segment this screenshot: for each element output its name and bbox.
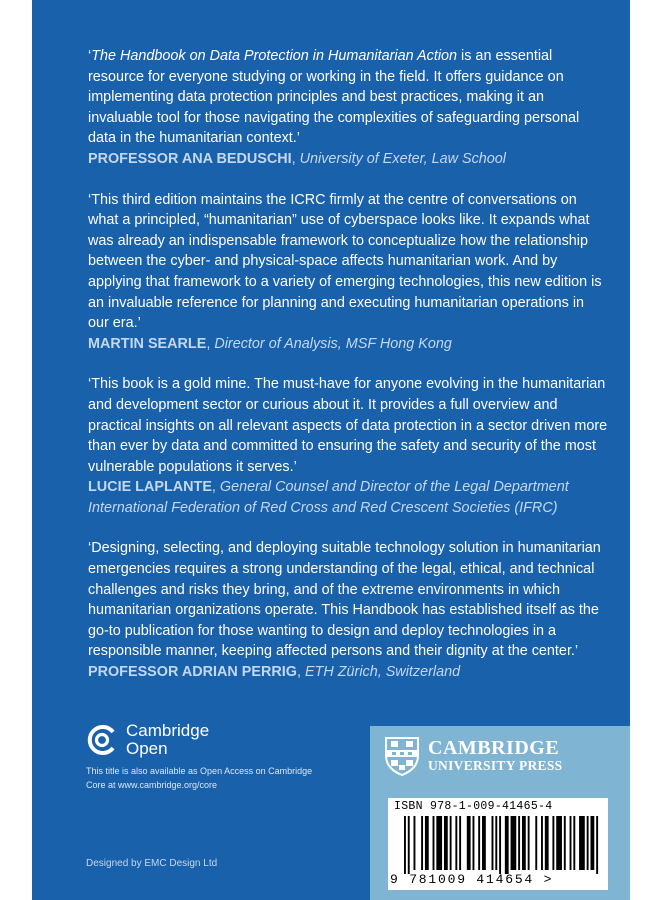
endorser-name: PROFESSOR ADRIAN PERRIG xyxy=(88,664,297,681)
endorser-affiliation: ETH Zürich, Switzerland xyxy=(304,664,461,681)
back-cover xyxy=(32,0,630,900)
isbn-label: ISBN 978-1-009-41465-4 xyxy=(394,800,553,813)
quote-text: ‘This book is a gold mine. The must-have for anyone evolving in the humanitarian and development sector or curious about it. It provides a full overview and practical insights on all relevant aspects of data protection in a sector driven more than ever by data and committed to ensuring the safety and security of the most vulnerable populations it serves.’ xyxy=(88,376,608,475)
barcode-bar xyxy=(408,816,410,874)
barcode-digits: 9 781009 414654 > xyxy=(390,872,554,887)
barcode-bar xyxy=(564,816,566,870)
attribution: LUCIE LAPLANTE, General Counsel and Director of the Legal Department International Federation of Red Cross and Red Crescent Societies (IFRC) xyxy=(88,477,608,518)
endorser-affiliation: University of Exeter, Law School xyxy=(299,150,506,167)
barcode-bar xyxy=(522,816,526,870)
barcode-bar xyxy=(518,816,520,870)
barcode-bar xyxy=(499,816,501,874)
isbn-barcode xyxy=(388,798,608,890)
quote-text: ‘Designing, selecting, and deploying suitable technology solution in humanitarian emergencies requires a strong understanding of the legal, ethical, and technical challenges and risks they bring, and of the extreme environments in which humanitarian organizations operate. This Handbook has established itself as the go-to publication for those wanting to design and deploy technologies in a responsible manner, keeping affected persons and their dignity at the center.’ xyxy=(88,540,601,660)
barcode-bar xyxy=(478,816,480,870)
endorser-name: MARTIN SEARLE xyxy=(88,335,207,352)
endorsement-4 xyxy=(88,538,608,682)
barcode-bar xyxy=(459,816,461,870)
cambridge-university-press-logo xyxy=(384,736,562,776)
barcode-bar xyxy=(467,816,471,870)
barcode-bar xyxy=(541,816,543,870)
book-title: The Handbook on Data Protection in Humanitarian Action xyxy=(91,48,458,64)
endorser-affiliation: Director of Analysis, MSF Hong Kong xyxy=(214,335,452,352)
barcode-bar xyxy=(535,816,537,870)
barcode-bar xyxy=(495,816,497,870)
barcode-bar xyxy=(421,816,423,870)
barcode-bar xyxy=(444,816,448,870)
endorser-name: LUCIE LAPLANTE xyxy=(88,479,212,496)
barcode-bar xyxy=(482,816,486,870)
quote-text: ‘This third edition maintains the ICRC firmly at the centre of conversations on what a principled, “humanitarian” use of cyberspace looks like. It expands what was already an indispensable framework to conceptualize how the relationship between the cyber- and physical-space affects humanitarian work. And by applying that framework to a variety of emerging technologies, this new edition is an invaluable reference for planning and executing humanitarian operations in our era.’ xyxy=(88,191,602,332)
barcode-bar xyxy=(404,816,406,874)
cambridge-open-wordmark: Cambridge Open xyxy=(126,721,210,758)
attribution: PROFESSOR ANA BEDUSCHI, University of Exeter, Law School xyxy=(88,150,506,167)
barcode-bar xyxy=(505,816,509,874)
barcode-bar xyxy=(552,816,554,870)
barcode-bar xyxy=(433,816,435,870)
barcode-bar xyxy=(450,816,452,870)
barcode-bar xyxy=(511,816,517,870)
barcode-bar xyxy=(492,816,494,870)
endorsements xyxy=(88,46,608,703)
barcode-bar xyxy=(528,816,530,870)
barcode-bars xyxy=(404,816,600,874)
publisher-wordmark: CAMBRIDGE UNIVERSITY PRESS xyxy=(428,737,563,773)
barcode-bar xyxy=(570,816,572,870)
barcode-bar xyxy=(545,816,549,870)
open-access-icon xyxy=(86,724,118,756)
barcode-bar xyxy=(436,816,442,870)
endorser-affiliation-line2: International Federation of Red Cross and Red Crescent Societies (IFRC) xyxy=(88,499,558,516)
quote-text: ‘The Handbook on Data Protection in Humanitarian Action is an essential resource for everyone studying or working in the field. It offers guidance on implementing data protection principles and best practices, making it an invaluable tool for those navigating the complexities of safeguarding personal data in the humanitarian context.’ xyxy=(88,48,580,147)
barcode-bar xyxy=(425,816,429,870)
shield-icon xyxy=(384,736,420,776)
cambridge-open-logo xyxy=(86,722,209,758)
barcode-bar xyxy=(556,816,562,870)
barcode-bar xyxy=(473,816,475,870)
open-access-note: This title is also available as Open Access on Cambridge Core at www.cambridge.org/core xyxy=(86,766,313,790)
endorser-affiliation: General Counsel and Director of the Legal Department xyxy=(219,479,569,496)
barcode-bar xyxy=(455,816,457,870)
barcode-bar xyxy=(587,816,589,870)
designer-credit: Designed by EMC Design Ltd xyxy=(86,858,218,869)
attribution: PROFESSOR ADRIAN PERRIG, ETH Zürich, Switzerland xyxy=(88,664,461,681)
barcode-bar xyxy=(414,816,416,870)
barcode-bar xyxy=(573,816,575,870)
attribution: MARTIN SEARLE, Director of Analysis, MSF Hong Kong xyxy=(88,335,452,352)
endorser-name: PROFESSOR ANA BEDUSCHI xyxy=(88,150,292,167)
barcode-bar xyxy=(590,816,594,870)
endorsement-3 xyxy=(88,374,608,518)
publisher-panel xyxy=(370,726,630,900)
endorsement-1 xyxy=(88,46,608,170)
barcode-bar xyxy=(596,816,598,874)
endorsement-2 xyxy=(88,190,608,355)
barcode-bar xyxy=(579,816,585,870)
